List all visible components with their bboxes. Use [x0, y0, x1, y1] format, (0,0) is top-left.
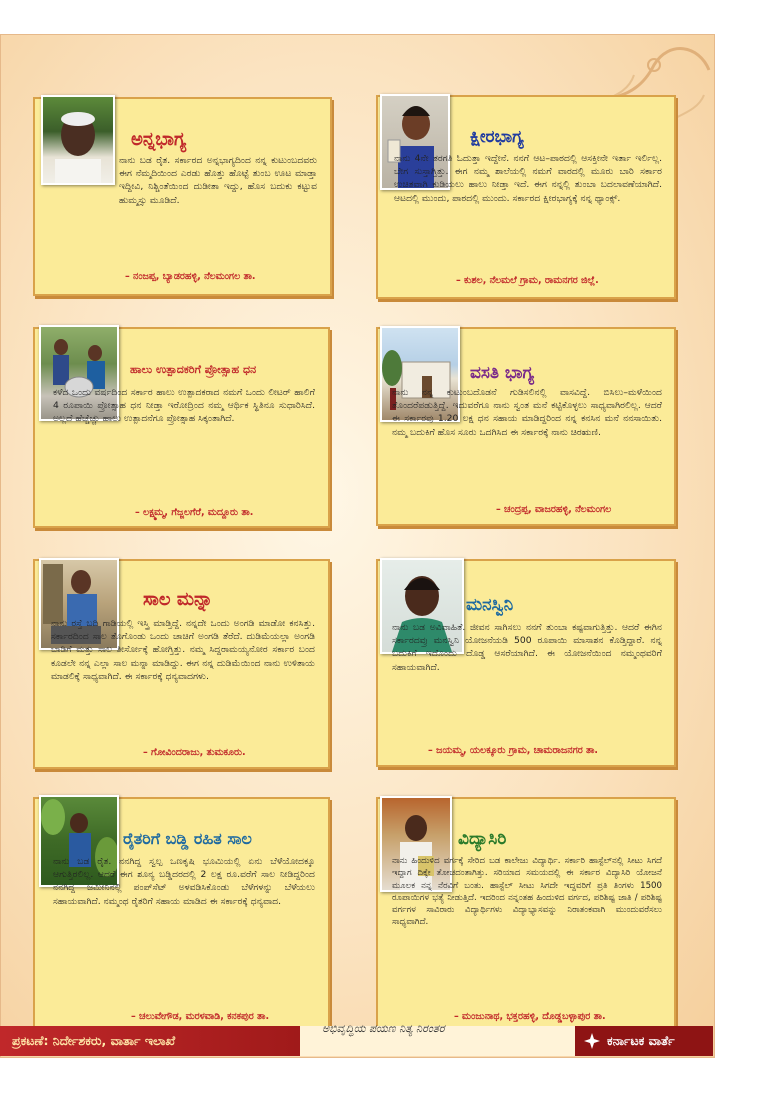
- story-card-vidyasiri: [376, 797, 676, 1033]
- story-card-anna-bhagya: [33, 97, 332, 296]
- card-body: ನಾನು ಬಡ ರೈತ. ನನಗಿದ್ದ ಸ್ವಲ್ಪ ಒಣಕೃಷಿ ಭೂಮಿಯಲ್ಲಿ ಏನು ಬೆಳೆಯೋದಕ್ಕೂ ಆಗುತ್ತಿರಲಿಲ್ಲ. ಆದರೆ ಈಗ ಶೂನ್ಯ ಬಡ್ಡಿದರದಲ್ಲಿ 2 ಲಕ್ಷ ರೂ.ವರೆಗೆ ಸಾಲ ನೀಡಿದ್ದರಿಂದ ನನಗಿದ್ದ ಜಮೀನಿನಲ್ಲಿ ಪಂಪ್‌ಸೆಟ್ ಅಳವಡಿಸಿಕೊಂಡು ಬೆಳೆಗಳನ್ನು ಬೆಳೆಯಲು ಸಹಾಯವಾಗಿದೆ. ನಮ್ಮಂಥ ರೈತರಿಗೆ ಸಹಾಯ ಮಾಡಿದ ಈ ಸರ್ಕಾರಕ್ಕೆ ಧನ್ಯವಾದ.: [53, 856, 315, 907]
- card-signature: – ನಂಜಪ್ಪ, ಬ್ಯಾಡರಹಳ್ಳಿ, ನೆಲಮಂಗಲ ತಾ.: [125, 271, 256, 282]
- story-card-ksheera-bhagya: [376, 95, 676, 299]
- card-title: ಕ್ಷೀರಭಾಗ್ಯ: [470, 127, 524, 147]
- card-title: ರೈತರಿಗೆ ಬಡ್ಡಿ ರಹಿತ ಸಾಲ: [123, 829, 252, 848]
- card-title: ಸಾಲ ಮನ್ನಾ: [143, 589, 213, 610]
- card-body: ನಾನು ರಸ್ತೆ ಬದಿ ಗಾಡಿಯಲ್ಲಿ ಇಸ್ತ್ರಿ ಮಾಡ್ತಿದ್ದೆ. ನನ್ನದೇ ಒಂದು ಅಂಗಡಿ ಮಾಡೋ ಕನಸಿತ್ತು. ಸರ್ಕಾರದಿಂದ ಸಾಲ ತೊಗೊಂಡು ಒಂದು ಚಾಚಿಗೆ ಅಂಗಡಿ ತೆರೆದೆ. ದುಡಿಮೆಯಲ್ಲಾ ಅಂಗಡಿ ಬಾಡಿಗೆ ಮತ್ತು ಸಾಲ ತೀರ್ಸೋಕ್ಕೆ ಹೋಗ್ತಿತ್ತು. ನಮ್ಮ ಸಿದ್ದರಾಮಯ್ಯನೋರ ಸರ್ಕಾರ ಬಂದ ಕೂಡಲೇ ನನ್ನ ಎಲ್ಲಾ ಸಾಲ ಮನ್ನಾ ಮಾಡಿದ್ದು. ಈಗ ನನ್ನ ದುಡಿಮೆಯಿಂದ ನಾನು ಉಳಿತಾಯ ಮಾಡಲಿಕ್ಕೆ ಸಾಧ್ಯವಾಗಿದೆ. ಈ ಸರ್ಕಾರಕ್ಕೆ ಧನ್ಯವಾದಗಳು.: [51, 618, 315, 682]
- card-title: ವಸತಿ ಭಾಗ್ಯ: [470, 363, 535, 383]
- card-signature: – ಜಯಮ್ಮ, ಯಲಕ್ಕೂರು ಗ್ರಾಮ, ಚಾಮರಾಜನಗರ ತಾ.: [428, 745, 599, 756]
- photo-elderly-farmer: [41, 95, 115, 185]
- card-body: ನಾನು ನನ್ನ ಕುಟುಂಬದೊಡನೆ ಗುಡಿಸಲಿನಲ್ಲಿ ವಾಸವಿದ್ದೆ. ಬಿಸಿಲು–ಮಳೆಯಿಂದ ತೊಂದರೆಪಡುತ್ತಿದ್ದೆ. ಇದುವರೆಗೂ ನಾನು ಸ್ವಂತ ಮನೆ ಕಟ್ಟಿಕೊಳ್ಳಲು ಸಾಧ್ಯವಾಗಿರಲಿಲ್ಲ. ಆದರೆ ಈ ಸರ್ಕಾರವು 1.20 ಲಕ್ಷ ಧನ ಸಹಾಯ ಮಾಡಿದ್ದರಿಂದ ನನ್ನ ಕನಸಿನ ಮನೆ ನನಸಾಯಿತು. ನಮ್ಮ ಬದುಕಿಗೆ ಹೊಸ ಸೂರು ಒದಗಿಸಿದ ಈ ಸರ್ಕಾರಕ್ಕೆ ನಾನು ಚಿರಋಣಿ.: [392, 387, 662, 438]
- card-body: ನಾನು 4ನೇ ತರಗತಿ ಓದುತ್ತಾ ಇದ್ದೇನೆ. ನನಗೆ ಆಟ–ಪಾಠದಲ್ಲಿ ಆಸಕ್ತೀನೇ ಇರ್ತಾ ಇರ್ಲಿಲ್ಲ. ಬೇಗ ಸುಸ್ತಾಗ್ತಿತ್ತು. ಈಗ ನಮ್ಮ ಶಾಲೆಯಲ್ಲಿ ನಮಗೆ ವಾರದಲ್ಲಿ ಮೂರು ಬಾರಿ ಸರ್ಕಾರ ಉಚಿತವಾಗಿ ಕುಡಿಯಲು ಹಾಲು ನೀಡ್ತಾ ಇದೆ. ಈಗ ನನ್ನಲ್ಲಿ ತುಂಬಾ ಬದಲಾವಣೆಯಾಗಿದೆ. ಆಟದಲ್ಲಿ ಮುಂದು, ಪಾಠದಲ್ಲಿ ಮುಂದು. ಸರ್ಕಾರದ ಕ್ಷೀರಭಾಗ್ಯಕ್ಕೆ ನನ್ನ ಥ್ಯಾಂಕ್ಸ್.: [394, 153, 662, 204]
- poster-page: [0, 34, 715, 1058]
- footer-slogan: ಅಭಿವೃದ್ಧಿಯ ಪಯಣ ನಿತ್ಯ ನಿರಂತರ: [322, 1022, 445, 1035]
- card-title: ಮನಸ್ವಿನಿ: [466, 595, 514, 615]
- footer-brand-bar: [575, 1026, 713, 1056]
- card-signature: – ಕುಶಲ, ನೆಲಮಲೆ ಗ್ರಾಮ, ರಾಮನಗರ ಜಿಲ್ಲೆ.: [456, 275, 599, 286]
- story-card-vasati-bhagya: [376, 327, 676, 526]
- card-signature: – ಗೋವಿಂದರಾಜು, ತುಮಕೂರು.: [143, 747, 246, 758]
- card-body: ಕಳೆದ ಒಂದು ವರ್ಷದಿಂದ ಸರ್ಕಾರ ಹಾಲು ಉತ್ಪಾದಕರಾದ ನಮಗೆ ಒಂದು ಲೀಟರ್ ಹಾಲಿಗೆ 4 ರೂಪಾಯಿ ಪ್ರೋತ್ಸಾಹ ಧನ ನೀಡ್ತಾ ಇರೋದ್ರಿಂದ ನಮ್ಮ ಆರ್ಥಿಕ ಸ್ಥಿತಿನೂ ಸುಧಾರಿಸಿದೆ. ಅಲ್ಲದೆ ಹೆಚ್ಚೆಚ್ಚು ಹಾಲು ಉತ್ಪಾದನೆಗೂ ಪ್ರೋತ್ಸಾಹ ಸಿಕ್ಕಂತಾಗಿದೆ.: [53, 387, 315, 425]
- card-title: ವಿದ್ಯಾಸಿರಿ: [458, 829, 507, 849]
- card-body: ನಾನು ಹಿಂದುಳಿದ ವರ್ಗಕ್ಕೆ ಸೇರಿದ ಬಡ ಕಾಲೇಜು ವಿದ್ಯಾರ್ಥಿ. ಸರ್ಕಾರಿ ಹಾಸ್ಟೆಲ್‌ನಲ್ಲಿ ಸೀಟು ಸಿಗದೆ ಇದ್ದಾಗ ದಿಕ್ಕೇ ತೋಚದಂತಾಗಿತ್ತು. ಸರಿಯಾದ ಸಮಯದಲ್ಲಿ ಈ ಸರ್ಕಾರ ವಿದ್ಯಾಸಿರಿ ಯೋಜನೆ ಮೂಲಕ ನನ್ನ ನೆರವಿಗೆ ಬಂತು. ಹಾಸ್ಟೆಲ್ ಸೀಟು ಸಿಗದೇ ಇದ್ದವರಿಗೆ ಪ್ರತಿ ತಿಂಗಳು 1500 ರೂಪಾಯಿಗಳ ಭತ್ಯೆ ನೀಡುತ್ತಿದೆ. ಇದರಿಂದ ನನ್ನಂತಹ ಹಿಂದುಳಿದ ವರ್ಗದ, ಪರಿಶಿಷ್ಟ ಜಾತಿ / ಪರಿಶಿಷ್ಟ ವರ್ಗಗಳ ಸಾವಿರಾರು ವಿದ್ಯಾರ್ಥಿಗಳು ವಿದ್ಯಾಭ್ಯಾಸವನ್ನು ನಿರಾತಂಕವಾಗಿ ಮುಂದುವರೆಸಲು ಸಾಧ್ಯವಾಗಿದೆ.: [392, 856, 662, 928]
- card-signature: – ಚಂದ್ರಪ್ಪ, ವಾಜರಹಳ್ಳಿ, ನೆಲಮಂಗಲ: [496, 504, 612, 515]
- footer-publisher-bar: [0, 1026, 300, 1056]
- footer-publisher: ಪ್ರಕಟಣೆ: ನಿರ್ದೇಶಕರು, ವಾರ್ತಾ ಇಲಾಖೆ: [12, 1033, 176, 1048]
- card-body: ನಾನು ಬಡ ಅವಿವಾಹಿತೆ. ಜೀವನ ಸಾಗಿಸಲು ನನಗೆ ತುಂಬಾ ಕಷ್ಟವಾಗುತ್ತಿತ್ತು. ಆದರೆ ಈಗಿನ ಸರ್ಕಾರದವ್ರು ಮನಸ್ವಿನಿ ಯೋಜನೆಯಡಿ 500 ರೂಪಾಯಿ ಮಾಸಾಶನ ಕೊಡ್ತಿದ್ದಾರೆ. ನನ್ನ ಬದುಕಿಗೆ ಇದೊಂದು ದೊಡ್ಡ ಆಸರೆಯಾಗಿದೆ. ಈ ಯೋಜನೆಯಿಂದ ನಮ್ಮಂಥವರಿಗೆ ಸಹಾಯವಾಗಿದೆ.: [392, 622, 662, 673]
- story-card-manaswini: [376, 559, 676, 767]
- card-signature: – ಮಂಜುನಾಥ, ಭಕ್ತರಹಳ್ಳಿ, ದೊಡ್ಡಬಳ್ಳಾಪುರ ತಾ.: [454, 1011, 606, 1022]
- brand-emblem-icon: [583, 1032, 601, 1050]
- card-signature: – ಚಲುವೇಗೌಡ, ಮರಳವಾಡಿ, ಕನಕಪುರ ತಾ.: [131, 1011, 270, 1022]
- story-card-loan-waiver: [33, 559, 330, 769]
- story-card-interest-free-loan: [33, 797, 330, 1035]
- footer-slogan-strip: [300, 1022, 575, 1056]
- card-signature: – ಲಕ್ಷ್ಮಮ್ಮ, ಗೆಜ್ಜಲಗೆರೆ, ಮದ್ದೂರು ತಾ.: [135, 507, 254, 518]
- story-card-milk-incentive: [33, 327, 330, 528]
- card-title: ಹಾಲು ಉತ್ಪಾದಕರಿಗೆ ಪ್ರೋತ್ಸಾಹ ಧನ: [130, 363, 257, 376]
- footer-brand: ಕರ್ನಾಟಕ ವಾರ್ತೆ: [607, 1033, 675, 1048]
- card-title: ಅನ್ನಭಾಗ್ಯ: [131, 129, 187, 150]
- card-body: ನಾನು ಬಡ ರೈತ. ಸರ್ಕಾರದ ಅನ್ನಭಾಗ್ಯದಿಂದ ನನ್ನ ಕುಟುಂಬದವರು ಈಗ ನೆಮ್ಮದಿಯಿಂದ ಎರಡು ಹೊತ್ತು ಹೊಟ್ಟೆ ತುಂಬ ಊಟ ಮಾಡ್ತಾ ಇದ್ದೀವಿ, ನಿಶ್ಚಿಂತೆಯಿಂದ ದುಡೀತಾ ಇದ್ದು, ಹೊಸ ಬದುಕು ಕಟ್ಟುವ ಹುಮ್ಮಸ್ಸು ಮೂಡಿದೆ.: [119, 155, 317, 206]
